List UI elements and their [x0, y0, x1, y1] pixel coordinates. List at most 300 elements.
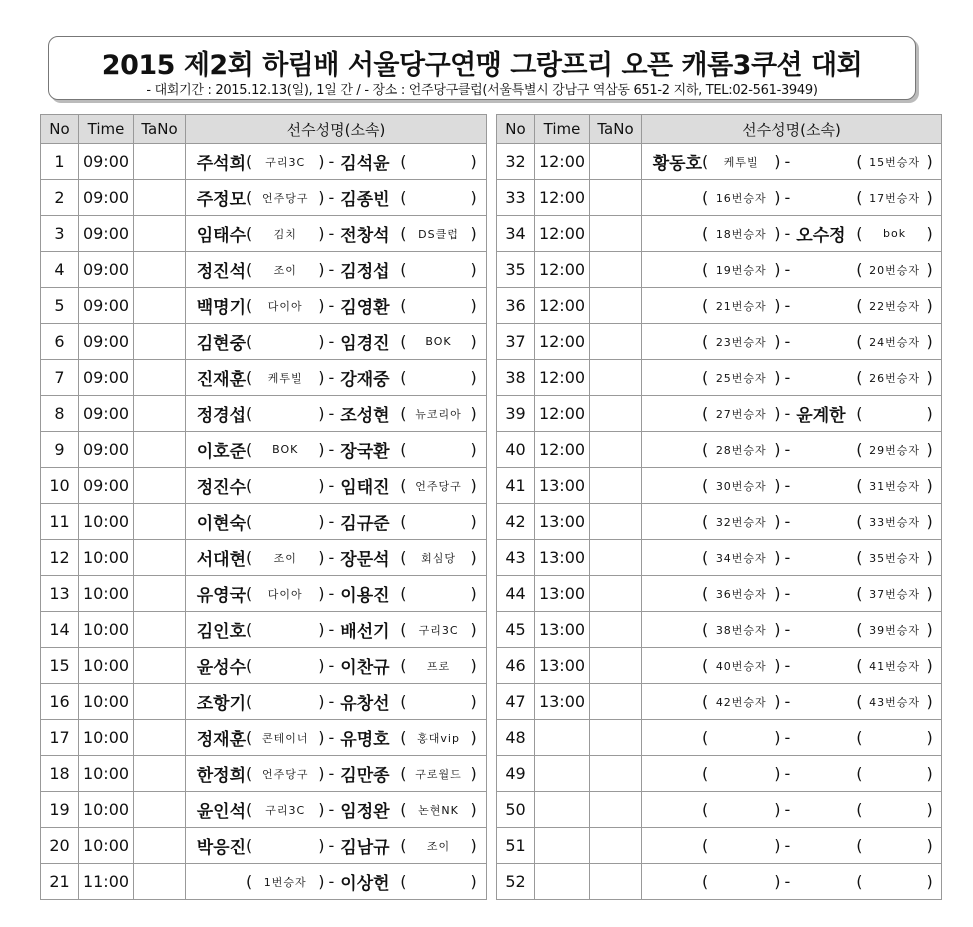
player-2-club: DS클럽: [418, 227, 459, 241]
paren-close: ): [470, 368, 477, 387]
match-players: [642, 216, 942, 252]
match-no: 45: [497, 612, 535, 648]
table-row: [41, 540, 487, 576]
paren-open: (: [400, 728, 407, 747]
table-no: [590, 432, 642, 468]
versus-dash: -: [784, 260, 791, 279]
paren-close: ): [774, 404, 781, 423]
match-cell: [186, 576, 486, 611]
player-1-club: 김치: [273, 227, 297, 241]
paren-close: ): [774, 152, 781, 171]
player-2-club: 43번승자: [869, 695, 920, 709]
match-time: 10:00: [79, 720, 134, 756]
paren-close: ): [470, 260, 477, 279]
paren-close: ): [318, 692, 325, 711]
paren-close: ): [926, 476, 933, 495]
paren-close: ): [774, 764, 781, 783]
versus-dash: -: [784, 296, 791, 315]
versus-dash: -: [784, 584, 791, 603]
match-cell: [642, 504, 941, 539]
player-2-club: 언주당구: [415, 479, 462, 493]
paren-open: (: [246, 440, 253, 459]
paren-open: (: [400, 440, 407, 459]
table-no: [590, 720, 642, 756]
match-players: [642, 864, 942, 900]
table-no: [590, 756, 642, 792]
match-cell: [186, 360, 486, 395]
paren-open: (: [856, 224, 863, 243]
match-players: [186, 180, 487, 216]
match-no: 35: [497, 252, 535, 288]
versus-dash: -: [784, 692, 791, 711]
match-time: 12:00: [535, 180, 590, 216]
player-1-club: 19번승자: [715, 263, 767, 277]
player-1-name: 주정모: [196, 190, 246, 210]
match-cell: [186, 684, 486, 719]
match-players: [642, 504, 942, 540]
match-no: 38: [497, 360, 535, 396]
table-row: [497, 792, 942, 828]
paren-close: ): [926, 224, 933, 243]
player-1-club: 38번승자: [715, 623, 767, 637]
table-row: [41, 324, 487, 360]
paren-open: (: [400, 512, 407, 531]
player-2-name: 강재중: [340, 370, 390, 390]
match-cell: [186, 324, 486, 359]
match-no: 10: [41, 468, 79, 504]
paren-open: (: [702, 188, 709, 207]
player-1-club: 32번승자: [715, 515, 767, 529]
player-1-club: 다이아: [267, 299, 303, 313]
player-1-club: 42번승자: [715, 695, 767, 709]
match-cell: [186, 468, 486, 503]
paren-open: (: [246, 476, 253, 495]
paren-open: (: [246, 188, 253, 207]
table-no: [134, 144, 186, 180]
player-2-name: 김만종: [340, 766, 390, 786]
match-time: 12:00: [535, 324, 590, 360]
match-cell: [642, 864, 941, 899]
versus-dash: -: [328, 260, 335, 279]
match-time: 13:00: [535, 540, 590, 576]
player-2-name: 김정섭: [340, 262, 390, 282]
paren-close: ): [926, 188, 933, 207]
match-no: 12: [41, 540, 79, 576]
match-no: 51: [497, 828, 535, 864]
match-time: 13:00: [535, 576, 590, 612]
paren-open: (: [702, 332, 709, 351]
table-no: [590, 864, 642, 900]
paren-close: ): [470, 800, 477, 819]
paren-close: ): [926, 260, 933, 279]
paren-close: ): [774, 620, 781, 639]
match-time: 09:00: [79, 216, 134, 252]
player-1-club: 25번승자: [715, 371, 767, 385]
versus-dash: -: [784, 152, 791, 171]
paren-close: ): [318, 476, 325, 495]
player-2-club: 33번승자: [869, 515, 920, 529]
paren-open: (: [702, 548, 709, 567]
paren-close: ): [470, 764, 477, 783]
match-players: [642, 612, 942, 648]
paren-close: ): [926, 404, 933, 423]
match-players: [642, 828, 942, 864]
table-row: [41, 756, 487, 792]
match-time: [535, 720, 590, 756]
versus-dash: -: [328, 368, 335, 387]
match-no: 36: [497, 288, 535, 324]
match-no: 6: [41, 324, 79, 360]
paren-open: (: [856, 512, 863, 531]
versus-dash: -: [784, 656, 791, 675]
match-cell: [642, 252, 941, 287]
match-players: [642, 648, 942, 684]
player-2-name: 이찬규: [340, 658, 390, 678]
table-no: [134, 756, 186, 792]
paren-close: ): [926, 332, 933, 351]
table-no: [134, 180, 186, 216]
match-time: 09:00: [79, 360, 134, 396]
match-cell: [186, 648, 486, 683]
paren-open: (: [702, 512, 709, 531]
match-players: [642, 324, 942, 360]
player-1-club: 1번승자: [263, 875, 307, 889]
match-players: [186, 288, 487, 324]
paren-open: (: [856, 404, 863, 423]
match-time: 10:00: [79, 792, 134, 828]
player-2-club: 뉴코리아: [415, 407, 462, 421]
paren-open: (: [856, 620, 863, 639]
table-row: [41, 252, 487, 288]
match-players: [642, 756, 942, 792]
table-row: [41, 828, 487, 864]
table-row: [497, 504, 942, 540]
paren-open: (: [246, 620, 253, 639]
match-time: 09:00: [79, 324, 134, 360]
player-1-name: 이현숙: [196, 514, 246, 534]
match-players: [186, 144, 487, 180]
table-row: [41, 684, 487, 720]
table-no: [590, 828, 642, 864]
match-no: 1: [41, 144, 79, 180]
versus-dash: -: [784, 800, 791, 819]
paren-close: ): [470, 404, 477, 423]
paren-close: ): [318, 872, 325, 891]
versus-dash: -: [328, 332, 335, 351]
table-no: [134, 576, 186, 612]
paren-open: (: [702, 836, 709, 855]
table-row: [41, 396, 487, 432]
paren-close: ): [318, 404, 325, 423]
table-no: [134, 792, 186, 828]
header-no: No: [497, 115, 535, 144]
player-1-club: 언주당구: [261, 191, 309, 205]
player-2-club: 26번승자: [869, 371, 920, 385]
header-players: 선수성명(소속): [642, 115, 942, 144]
match-players: [186, 468, 487, 504]
paren-open: (: [246, 152, 253, 171]
match-players: [186, 504, 487, 540]
paren-close: ): [318, 440, 325, 459]
match-time: [535, 756, 590, 792]
match-cell: [186, 612, 486, 647]
match-players: [186, 648, 487, 684]
match-players: [642, 432, 942, 468]
table-row: [41, 864, 487, 900]
match-no: 42: [497, 504, 535, 540]
paren-close: ): [774, 440, 781, 459]
paren-open: (: [400, 296, 407, 315]
paren-open: (: [246, 800, 253, 819]
match-time: 12:00: [535, 396, 590, 432]
match-time: [535, 828, 590, 864]
match-players: [642, 252, 942, 288]
versus-dash: -: [784, 224, 791, 243]
player-1-club: 구리3C: [265, 155, 306, 169]
player-1-name: 윤인석: [196, 802, 246, 822]
paren-close: ): [470, 548, 477, 567]
player-2-name: 장문석: [340, 550, 390, 570]
player-2-club: 37번승자: [869, 587, 920, 601]
player-2-name: 조성현: [340, 406, 390, 426]
paren-open: (: [702, 620, 709, 639]
table-no: [590, 396, 642, 432]
match-no: 49: [497, 756, 535, 792]
player-1-club: 케투빌: [723, 155, 759, 169]
versus-dash: -: [328, 152, 335, 171]
player-1-name: 윤성수: [196, 658, 246, 678]
table-row: [41, 288, 487, 324]
paren-open: (: [856, 836, 863, 855]
player-2-club: 20번승자: [869, 263, 920, 277]
header-row: [497, 115, 942, 144]
player-1-club: 구리3C: [265, 803, 306, 817]
match-no: 7: [41, 360, 79, 396]
match-no: 14: [41, 612, 79, 648]
player-2-club: 29번승자: [869, 443, 920, 457]
player-1-club: 조이: [273, 263, 297, 277]
table-no: [590, 468, 642, 504]
match-no: 50: [497, 792, 535, 828]
player-1-name: 김현중: [196, 334, 246, 354]
player-2-club: 41번승자: [869, 659, 920, 673]
paren-close: ): [926, 656, 933, 675]
paren-close: ): [926, 548, 933, 567]
match-time: 09:00: [79, 468, 134, 504]
table-no: [134, 540, 186, 576]
table-no: [134, 468, 186, 504]
versus-dash: -: [328, 224, 335, 243]
player-1-club: 36번승자: [715, 587, 767, 601]
paren-close: ): [926, 836, 933, 855]
paren-close: ): [774, 656, 781, 675]
paren-close: ): [774, 188, 781, 207]
versus-dash: -: [784, 332, 791, 351]
versus-dash: -: [328, 620, 335, 639]
table-no: [590, 612, 642, 648]
paren-close: ): [318, 800, 325, 819]
paren-open: (: [400, 260, 407, 279]
table-row: [497, 576, 942, 612]
player-1-club: 40번승자: [715, 659, 767, 673]
table-no: [590, 252, 642, 288]
match-cell: [642, 540, 941, 575]
paren-close: ): [926, 152, 933, 171]
paren-close: ): [318, 152, 325, 171]
paren-open: (: [246, 764, 253, 783]
match-no: 18: [41, 756, 79, 792]
match-players: [186, 792, 487, 828]
paren-open: (: [246, 692, 253, 711]
paren-close: ): [926, 296, 933, 315]
match-no: 4: [41, 252, 79, 288]
match-cell: [642, 216, 941, 251]
player-1-name: 진재훈: [196, 370, 246, 390]
player-1-club: BOK: [272, 443, 299, 456]
table-row: [497, 864, 942, 900]
paren-open: (: [400, 476, 407, 495]
player-2-name: 임정완: [340, 802, 390, 822]
match-no: 43: [497, 540, 535, 576]
page-title: 2015 제2회 하림배 서울당구연맹 그랑프리 오픈 캐롬3쿠션 대회: [101, 50, 863, 81]
header-tano: TaNo: [590, 115, 642, 144]
player-2-name: 유명호: [340, 730, 390, 750]
match-players: [642, 360, 942, 396]
player-1-name: 정진석: [196, 262, 246, 282]
match-time: 13:00: [535, 504, 590, 540]
table-no: [134, 432, 186, 468]
versus-dash: -: [784, 440, 791, 459]
player-1-name: 김인호: [196, 622, 246, 642]
paren-open: (: [856, 692, 863, 711]
player-2-club: 31번승자: [869, 479, 920, 493]
versus-dash: -: [328, 728, 335, 747]
match-time: 09:00: [79, 288, 134, 324]
player-1-club: 28번승자: [715, 443, 767, 457]
match-no: 46: [497, 648, 535, 684]
paren-open: (: [246, 332, 253, 351]
player-1-name: 박응진: [196, 838, 246, 858]
paren-open: (: [400, 872, 407, 891]
paren-open: (: [702, 800, 709, 819]
table-row: [497, 180, 942, 216]
paren-open: (: [702, 296, 709, 315]
paren-open: (: [246, 260, 253, 279]
player-2-name: 오수정: [796, 226, 846, 246]
player-2-name: 김영환: [340, 298, 390, 318]
match-time: 12:00: [535, 432, 590, 468]
player-1-name: 유영국: [196, 586, 246, 606]
paren-open: (: [246, 656, 253, 675]
match-no: 5: [41, 288, 79, 324]
table-row: [497, 252, 942, 288]
match-time: 10:00: [79, 504, 134, 540]
player-1-name: 정재훈: [196, 730, 246, 750]
paren-close: ): [774, 836, 781, 855]
match-players: [186, 828, 487, 864]
paren-close: ): [774, 512, 781, 531]
paren-close: ): [318, 332, 325, 351]
table-row: [41, 612, 487, 648]
paren-close: ): [774, 800, 781, 819]
paren-open: (: [702, 692, 709, 711]
match-cell: [642, 324, 941, 359]
paren-open: (: [856, 332, 863, 351]
paren-close: ): [470, 224, 477, 243]
table-no: [590, 324, 642, 360]
player-2-club: 구리3C: [418, 623, 459, 637]
match-no: 17: [41, 720, 79, 756]
paren-close: ): [318, 584, 325, 603]
versus-dash: -: [328, 656, 335, 675]
player-2-name: 임경진: [340, 334, 390, 354]
paren-open: (: [246, 512, 253, 531]
player-2-club: BOK: [425, 335, 452, 348]
table-row: [497, 432, 942, 468]
versus-dash: -: [328, 692, 335, 711]
match-cell: [186, 792, 486, 827]
paren-open: (: [856, 800, 863, 819]
table-no: [590, 144, 642, 180]
paren-close: ): [470, 332, 477, 351]
header-time: Time: [79, 115, 134, 144]
table-no: [590, 216, 642, 252]
table-row: [41, 648, 487, 684]
match-players: [186, 396, 487, 432]
versus-dash: -: [784, 368, 791, 387]
player-2-club: 15번승자: [869, 155, 920, 169]
paren-close: ): [470, 296, 477, 315]
player-2-club: 홍대vip: [417, 731, 460, 745]
match-no: 3: [41, 216, 79, 252]
table-row: [497, 144, 942, 180]
paren-open: (: [400, 188, 407, 207]
header-tano: TaNo: [134, 115, 186, 144]
player-1-club: 언주당구: [261, 767, 309, 781]
match-time: [535, 792, 590, 828]
player-2-name: 배선기: [340, 622, 390, 642]
match-time: 10:00: [79, 828, 134, 864]
match-time: 09:00: [79, 180, 134, 216]
match-cell: [642, 360, 941, 395]
table-no: [134, 612, 186, 648]
paren-open: (: [856, 764, 863, 783]
paren-open: (: [246, 872, 253, 891]
match-cell: [642, 576, 941, 611]
paren-open: (: [856, 188, 863, 207]
match-time: 11:00: [79, 864, 134, 900]
match-cell: [642, 396, 941, 431]
match-time: 10:00: [79, 756, 134, 792]
table-row: [41, 144, 487, 180]
paren-close: ): [926, 764, 933, 783]
match-players: [642, 576, 942, 612]
match-no: 52: [497, 864, 535, 900]
paren-open: (: [702, 260, 709, 279]
paren-close: ): [470, 152, 477, 171]
player-2-name: 김남규: [340, 838, 390, 858]
paren-close: ): [470, 512, 477, 531]
player-1-club: 콘테이너: [261, 731, 309, 745]
table-row: [497, 612, 942, 648]
player-2-name: 윤계한: [796, 406, 846, 426]
paren-open: (: [400, 836, 407, 855]
table-no: [590, 360, 642, 396]
versus-dash: -: [328, 584, 335, 603]
paren-close: ): [926, 584, 933, 603]
table-row: [497, 288, 942, 324]
paren-open: (: [702, 728, 709, 747]
